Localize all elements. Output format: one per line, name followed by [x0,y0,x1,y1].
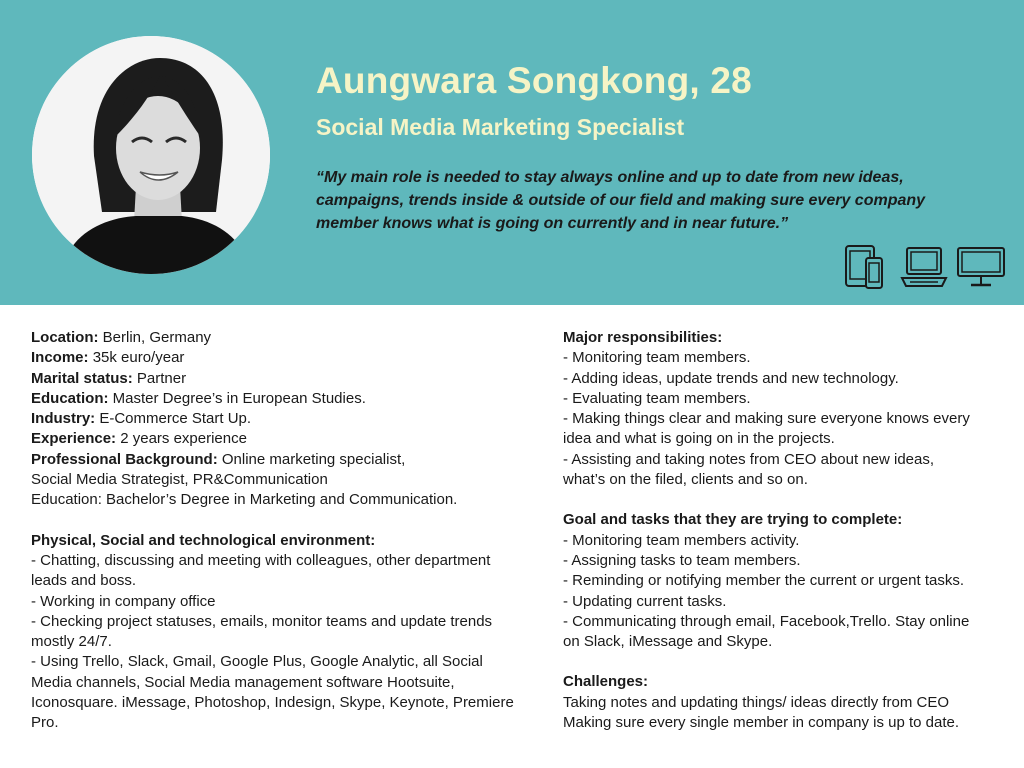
tablet-phone-icon [842,244,890,290]
industry-row: Industry: E-Commerce Start Up. [31,410,252,428]
experience-row: Experience: 2 years experience [31,430,247,448]
challenge-line: Taking notes and updating things/ ideas directly from CEO [563,693,950,711]
responsibility-line: - Monitoring team members. [563,349,751,367]
persona-header [0,0,1024,305]
environment-line: Media channels, Social Media management software Hootsuite, [31,673,455,691]
avatar [32,36,270,274]
location-row: Location: Berlin, Germany [31,329,212,346]
device-icons [842,244,1007,290]
laptop-icon [900,244,948,290]
environment-line: - Using Trello, Slack, Gmail, Google Plus, Google Analytic, all Social [31,653,483,671]
environment-line: - Working in company office [31,592,216,610]
responsibility-line: - Making things clear and making sure everyone knows every [563,410,970,428]
environment-line: - Chatting, discussing and meeting with colleagues, other department [31,551,491,569]
background-line: Social Media Strategist, PR&Communication [31,471,328,489]
challenges-heading: Challenges: [563,673,649,691]
goal-line: - Assigning tasks to team members. [563,551,801,569]
goals-heading: Goal and tasks that they are trying to complete: [563,511,903,529]
responsibility-line: what’s on the filed, clients and so on. [563,471,808,489]
responsibility-line: - Assisting and taking notes from CEO about new ideas, [563,450,935,468]
right-column [563,328,1008,733]
education-row: Education: Master Degree’s in European Studies. [31,389,366,407]
desktop-monitor-icon [956,244,1006,290]
responsibility-line: idea and what is going on in the projects. [563,430,835,448]
persona-role: Social Media Marketing Specialist [316,114,685,140]
goal-line: on Slack, iMessage and Skype. [563,633,773,651]
background-row: Professional Background: Online marketing specialist, [31,450,406,468]
goal-line: - Monitoring team members activity. [563,531,800,549]
responsibility-line: - Adding ideas, update trends and new technology. [563,369,899,387]
education-value: Master Degree’s in European Studies. [112,389,366,407]
environment-heading: Physical, Social and technological environment: [31,531,376,549]
persona-name: Aungwara Songkong, 28 [316,60,752,101]
persona-quote: “My main role is needed to stay always online and up to date from new ideas, campaigns, trends inside & outside of our field and making sure every company member knows what is going on currently and in near future.” [316,169,926,232]
left-column [31,328,551,734]
income-row: Income: 35k euro/year [31,349,185,367]
marital-row: Marital status: Partner [31,369,187,387]
environment-line: Iconosquare. iMessage, Photoshop, Indesign, Skype, Keynote, Premiere [31,694,514,712]
environment-line: Pro. [31,714,59,732]
goal-line: - Updating current tasks. [563,592,727,610]
portrait-photo [32,36,270,274]
challenge-line: Making sure every single member in company is up to date. [563,714,960,732]
goal-line: - Reminding or notifying member the current or urgent tasks. [563,572,965,590]
location-value: Berlin, Germany [102,329,212,346]
marital-value: Partner [136,369,187,387]
background-line: Education: Bachelor’s Degree in Marketing and Communication. [31,491,458,509]
environment-line: mostly 24/7. [31,633,112,651]
responsibilities-heading: Major responsibilities: [563,329,723,346]
responsibility-line: - Evaluating team members. [563,389,751,407]
goal-line: - Communicating through email, Facebook,Trello. Stay online [563,612,970,630]
industry-value: E-Commerce Start Up. [99,410,252,428]
environment-line: - Checking project statuses, emails, monitor teams and update trends [31,612,493,630]
experience-value: 2 years experience [120,430,247,448]
environment-line: leads and boss. [31,572,137,590]
income-value: 35k euro/year [92,349,185,367]
